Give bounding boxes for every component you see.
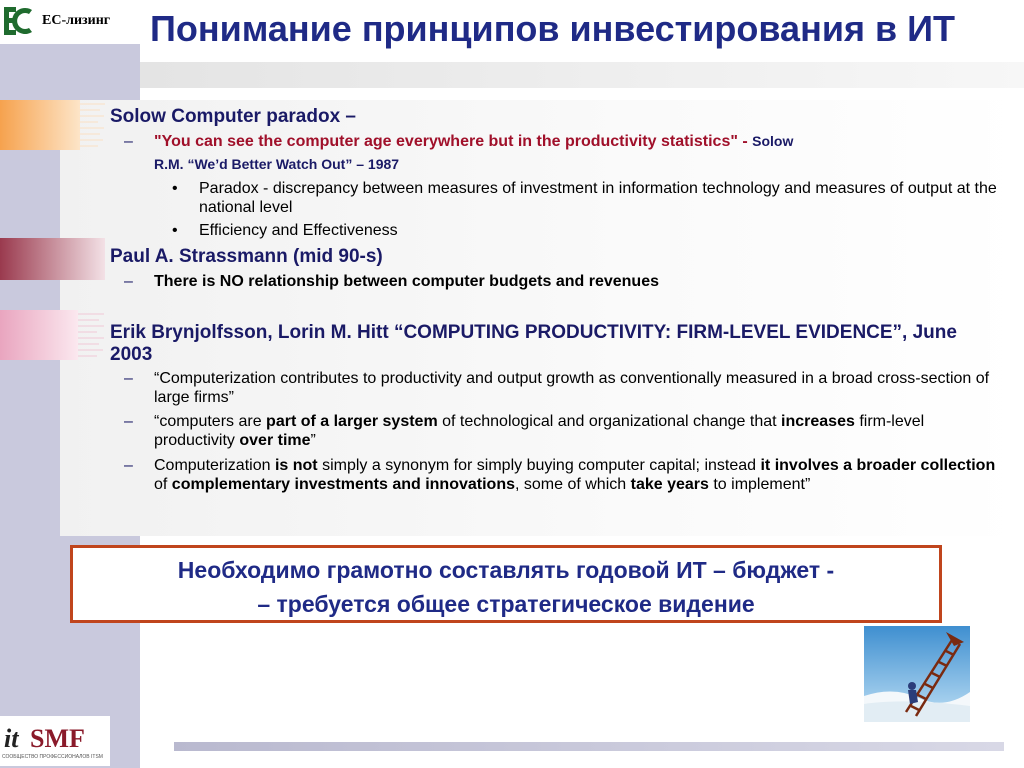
company-logo	[0, 0, 140, 44]
text-run: of	[154, 476, 172, 493]
emphasis-run: part of a larger system	[266, 413, 438, 430]
quote-source-text: R.M. “We’d Better Watch Out” – 1987	[154, 156, 400, 172]
text-run: firm-level productivity	[154, 413, 925, 449]
text-run: ”	[310, 432, 316, 449]
strassmann-heading: Paul A. Strassmann (mid 90-s)	[110, 246, 383, 267]
text-run: “computers are	[154, 413, 267, 430]
ladder-climber-illustration	[864, 626, 970, 722]
conclusion-callout	[70, 545, 942, 623]
dash-marker: –	[124, 370, 133, 387]
text-run: of technological and organizational change that	[437, 413, 782, 430]
brynjolfsson-heading: Erik Brynjolfsson, Lorin M. Hitt “COMPUTING PRODUCTIVITY: FIRM-LEVEL EVIDENCE”, June 2003	[110, 322, 957, 365]
bullet-dot: •	[172, 180, 178, 197]
paradox-bullet: Paradox - discrepancy between measures of investment in information technology and measures of output at the national level	[199, 180, 997, 216]
logo-smf-text: SMF	[30, 724, 85, 753]
quote-source-author: Solow	[752, 133, 794, 149]
bullet-dot: •	[172, 222, 178, 239]
dash-marker: –	[124, 133, 133, 150]
dash-marker: –	[124, 273, 133, 290]
logo-text: ЕС-лизинг	[42, 13, 111, 28]
emphasis-run: complementary investments and innovations	[171, 476, 515, 493]
decorative-stripe-maroon	[0, 238, 105, 280]
footer-bar	[174, 742, 1004, 751]
es-logo-icon	[2, 4, 38, 38]
emphasis-run: increases	[781, 413, 855, 430]
efficiency-bullet: Efficiency and Effectiveness	[199, 222, 398, 239]
emphasis-run: is not	[274, 457, 318, 474]
decorative-stripe-pink	[0, 310, 105, 360]
logo-tagline: СООБЩЕСТВО ПРОФЕССИОНАЛОВ ITSM	[2, 754, 103, 760]
text-run: simply a synonym for simply buying computer capital; instead	[317, 457, 761, 474]
title-underline-bar	[140, 62, 1024, 88]
text-run: to implement”	[708, 476, 811, 493]
strassmann-point: There is NO relationship between computer budgets and revenues	[154, 273, 659, 290]
itsmf-logo	[0, 716, 110, 766]
text-run: Computerization	[154, 457, 275, 474]
quote-text: "You can see the computer age everywhere but in the productivity statistics" -	[154, 133, 748, 150]
callout-line-1: Необходимо грамотно составлять годовой ИТ – бюджет -	[177, 557, 835, 583]
callout-line-2: – требуется общее стратегическое видение	[257, 591, 755, 617]
solow-heading: Solow Computer paradox –	[110, 106, 356, 127]
emphasis-run: it involves a broader collection	[760, 457, 996, 474]
emphasis-run: over time	[239, 432, 311, 449]
logo-it-text: it	[4, 724, 19, 753]
computerization-point: “Computerization contributes to productivity and output growth as conventionally measured in a broad cross-section of large firms”	[154, 370, 990, 406]
solow-quote	[154, 132, 1014, 151]
broader-collection-point	[154, 456, 1012, 494]
larger-system-point	[154, 412, 984, 450]
page-title: Понимание принципов инвестирования в ИТ	[150, 8, 955, 49]
quote-source-ref	[154, 155, 399, 174]
text-run: , some of which	[515, 476, 631, 493]
emphasis-run: take years	[630, 476, 709, 493]
decorative-stripe-orange	[0, 100, 105, 150]
dash-marker: –	[124, 413, 133, 430]
dash-marker: –	[124, 457, 133, 474]
